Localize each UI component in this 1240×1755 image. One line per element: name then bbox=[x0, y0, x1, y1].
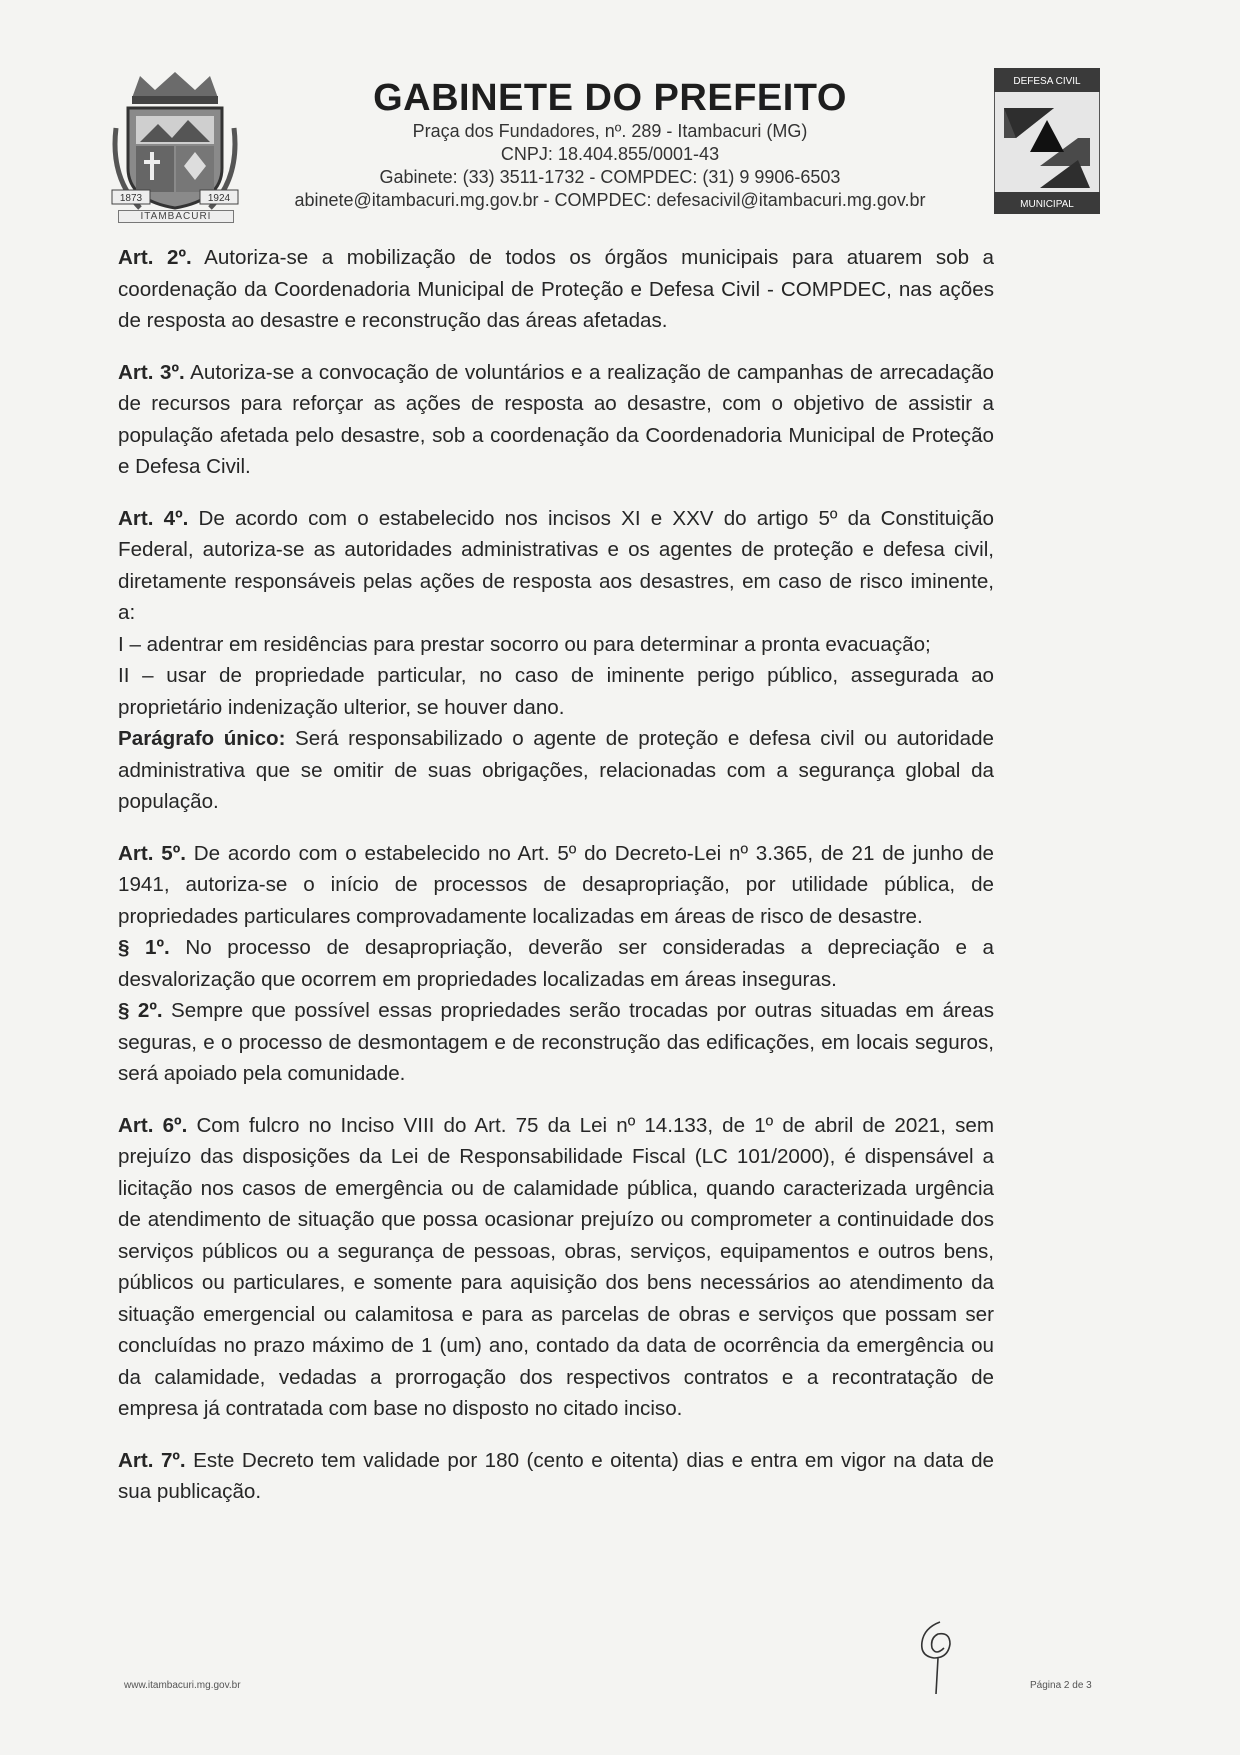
article-text: Autoriza-se a convocação de voluntários e a realização de campanhas de arrecadação de recursos para reforçar as ações de resposta ao desastre, com o objetivo de assistir a população afetada pelo desastre, sob a coordenação da Coordenadoria Municipal de Proteção e Defesa Civil. bbox=[118, 360, 994, 478]
paragraph-2 bbox=[118, 995, 994, 1090]
article-text: Com fulcro no Inciso VIII do Art. 75 da Lei nº 14.133, de 1º de abril de 2021, sem prejuízo das disposições da Lei de Responsabilidade Fiscal (LC 101/2000), é dispensável a licitação nos casos de emergência ou de calamidade pública, quando caracterizada urgência de atendimento de situação que possa ocasionar prejuízo ou comprometer a continuidade dos serviços públicos ou a segurança de pessoas, obras, serviços, equipamentos e outros bens, públicos ou particulares, e somente para aquisição dos bens necessários ao atendimento da situação emergencial ou calamitosa e para as parcelas de obras e serviços que possam ser concluídas no prazo máximo de 1 (um) ano, contado da data de ocorrência da emergência ou da calamidade, vedadas a prorrogação dos respectivos contratos e a recontratação de empresa já contratada com base no disposto no citado inciso. bbox=[118, 1113, 994, 1420]
municipal-crest-icon bbox=[110, 68, 240, 228]
article-5 bbox=[118, 838, 994, 1090]
paragraph-1 bbox=[118, 932, 994, 995]
article-5-lead bbox=[118, 838, 994, 933]
cnpj-line: CNPJ: 18.404.855/0001-43 bbox=[500, 144, 720, 164]
inciso-i: I – adentrar em residências para prestar socorro ou para determinar a pronta evacuação; bbox=[118, 632, 931, 656]
dc-bottom-label: MUNICIPAL bbox=[1020, 199, 1074, 210]
article-4 bbox=[118, 503, 994, 818]
article-label: Art. 5º. bbox=[118, 841, 186, 865]
article-label: Art. 3º. bbox=[118, 360, 185, 384]
letterhead bbox=[110, 60, 1110, 230]
paragraph-text: No processo de desapropriação, deverão ser consideradas a depreciação e a desvalorização que ocorrem em propriedades localizadas em áreas inseguras. bbox=[118, 936, 994, 991]
dc-top-label: DEFESA CIVIL bbox=[1013, 76, 1081, 87]
paragrafo-text: Será responsabilizado o agente de proteção e defesa civil ou autoridade administrativa que se omitir de suas obrigações, relacionadas com a segurança global da população. bbox=[118, 727, 994, 813]
signature-initials-icon bbox=[910, 1618, 966, 1698]
article-text: De acordo com o estabelecido no Art. 5º do Decreto-Lei nº 3.365, de 21 de junho de 1941, autoriza-se o início de processos de desapropriação, por utilidade pública, de propriedades particulares comprovadamente localizadas em áreas de risco de desastre. bbox=[118, 841, 994, 928]
paragraph-label: § 2º. bbox=[118, 999, 163, 1022]
letterhead-text bbox=[240, 76, 980, 212]
crest-year-left: 1873 bbox=[119, 193, 143, 204]
article-text: De acordo com o estabelecido nos incisos XI e XXV do artigo 5º da Constituição Federal, autoriza-se as autoridades administrativas e os agentes de proteção e defesa civil, diretamente responsáveis pelas ações de resposta aos desastres, em caso de risco iminente, a: bbox=[118, 506, 994, 624]
crest-label: ITAMBACURI bbox=[118, 210, 234, 223]
article-6 bbox=[118, 1110, 994, 1425]
article-label: Art. 7º. bbox=[118, 1448, 186, 1472]
paragraph-text: Sempre que possível essas propriedades serão trocadas por outras situadas em áreas seguras, e o processo de desmontagem e de reconstrução das edificações, em locais seguros, será apoiado pela comunidade. bbox=[118, 999, 994, 1085]
emails-line: abinete@itambacuri.mg.gov.br - COMPDEC: defesacivil@itambacuri.mg.gov.br bbox=[294, 190, 926, 210]
page-number: Página 2 de 3 bbox=[1030, 1680, 1092, 1691]
defesa-civil-logo-icon bbox=[994, 68, 1100, 214]
crest-year-right: 1924 bbox=[207, 193, 231, 204]
article-label: Art. 2º. bbox=[118, 246, 192, 269]
article-4-lead bbox=[118, 503, 994, 629]
phones-line: Gabinete: (33) 3511-1732 - COMPDEC: (31) 9 9906-6503 bbox=[379, 167, 841, 187]
footer-website: www.itambacuri.mg.gov.br bbox=[124, 1680, 241, 1691]
paragrafo-label: Parágrafo único: bbox=[118, 727, 286, 750]
article-2 bbox=[118, 242, 994, 337]
article-label: Art. 6º. bbox=[118, 1113, 188, 1137]
article-3 bbox=[118, 357, 994, 483]
address-line: Praça dos Fundadores, nº. 289 - Itambacuri (MG) bbox=[412, 121, 808, 141]
paragraph-label: § 1º. bbox=[118, 936, 170, 959]
article-text: Este Decreto tem validade por 180 (cento e oitenta) dias e entra em vigor na data de sua publicação. bbox=[118, 1448, 994, 1503]
article-7 bbox=[118, 1445, 994, 1508]
decree-body bbox=[118, 242, 994, 1528]
paragrafo-unico bbox=[118, 723, 994, 818]
article-text: Autoriza-se a mobilização de todos os órgãos municipais para atuarem sob a coordenação da Coordenadoria Municipal de Proteção e Defesa Civil - COMPDEC, nas ações de resposta ao desastre e reconstrução das áreas afetadas. bbox=[118, 246, 995, 332]
inciso-ii: II – usar de propriedade particular, no caso de iminente perigo público, assegurada ao proprietário indenização ulterior, se houver dano. bbox=[118, 664, 994, 719]
page-title: GABINETE DO PREFEITO bbox=[373, 77, 847, 119]
article-label: Art. 4º. bbox=[118, 506, 189, 530]
